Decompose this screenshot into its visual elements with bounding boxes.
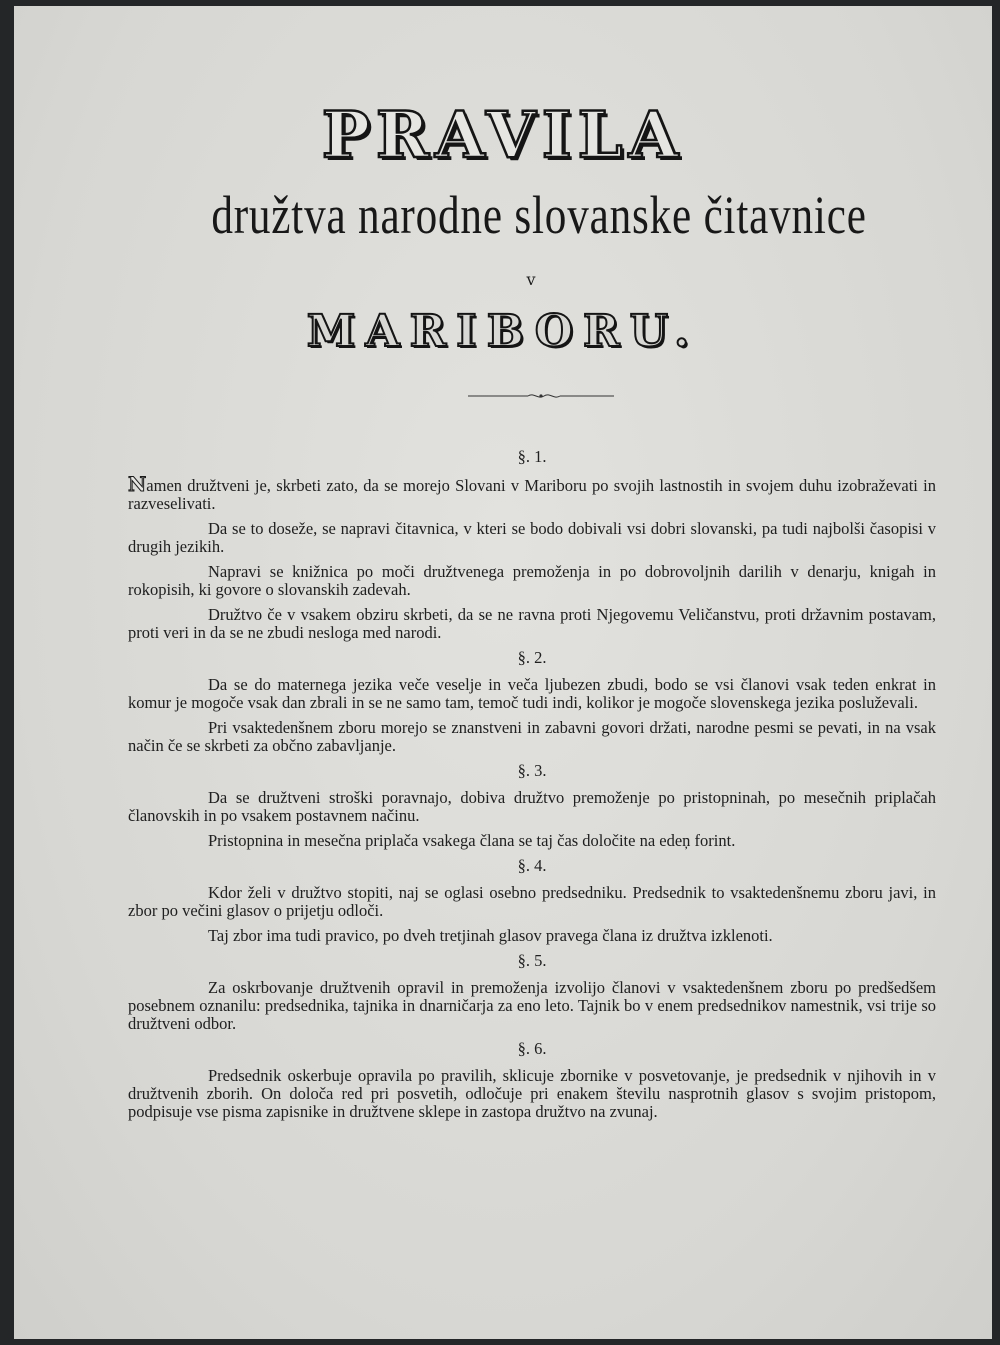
paragraph: Pristopnina in mesečna priplača vsakega člana se taj čas določite na edeņ forint. — [208, 831, 736, 850]
paragraph: Napravi se knižnica po moči družtvenega premoženja in po dobrovoljnih darilih v denarju, knigah in rokopisih, ki govore o slovanskih zadevah. — [128, 562, 936, 599]
document-preposition: v — [526, 270, 536, 289]
paragraph — [128, 472, 936, 513]
decorative-divider-icon — [468, 392, 614, 400]
paragraph-text: amen družtveni je, skrbeti zato, da se morejo Slovani v Mariboru po svojih lastnostih in svojem duhu izobraževati in razveselivati. — [128, 476, 936, 513]
document-city: MARIBORU. — [306, 306, 700, 357]
paragraph: Kdor želi v družtvo stopiti, naj se oglasi osebno predsedniku. Predsednik to vsaktedenšnemu zboru javi, in zbor po večini glasov o prijetju odloči. — [128, 883, 936, 920]
document-title: PRAVILA — [321, 98, 685, 173]
paragraph: Pri vsaktedenšnem zboru morejo se znanstveni in zabavni govori držati, narodne pesmi se pevati, in na vsak način če se skrbeti za občno zabavljanje. — [128, 718, 936, 755]
section-heading: §. 4. — [517, 856, 547, 875]
paragraph: Predsednik oskerbuje opravila po pravilih, sklicuje zbornike v posvetovanje, je predsednik v njihovih in v družtvenih zborih. On določa red pri posvetih, odločuje pri enakem številu nasprotnih glasov s svojim pristopom, podpisuje vse pisma zapisnike in družtvene sklepe in zastopa družtvo na zvunaj. — [128, 1066, 936, 1121]
paragraph: Družtvo če v vsakem obziru skrbeti, da se ne ravna proti Njegovemu Veličanstvu, proti državnim postavam, proti veri in da se ne zbudi nesloga med narodi. — [128, 605, 936, 642]
document-subtitle: družtva narodne slovanske čitavnice — [211, 185, 867, 245]
section-heading: §. 1. — [517, 447, 547, 466]
section-heading: §. 3. — [517, 761, 547, 780]
paragraph: Za oskrbovanje družtvenih opravil in premoženja izvolijo članovi v vsaktedenšnem zboru po predšedšem posebnem oznanilu: predsednika, tajnika in dnarničarja za eno leto. Tajnik bo v enem predsednikov namestnik, vsi trije so družtveni odbor. — [128, 978, 936, 1033]
paragraph: Taj zbor ima tudi pravico, po dveh tretjinah glasov pravega člana iz družtva izklenoti. — [208, 926, 773, 945]
drop-cap: N — [128, 472, 147, 496]
document-body — [128, 446, 936, 1128]
section-heading: §. 5. — [517, 951, 547, 970]
paragraph: Da se to doseže, se napravi čitavnica, v kteri se bodo dobivali vsi dobri slovanski, pa tudi najbolši časopisi v drugih jezikih. — [128, 519, 936, 556]
paragraph: Da se do maternega jezika veče veselje in veča ljubezen zbudi, bodo se vsi članovi vsak teden enkrat in komur je mogoče vsak dan zbrali in se ne samo tam, temoč tudi indi, kolikor je mogoče slovenskega jezika posluževali. — [128, 675, 936, 712]
document-page — [14, 6, 992, 1339]
section-heading: §. 2. — [517, 648, 547, 667]
paragraph: Da se družtveni stroški poravnajo, dobiva družtvo premoženje po pristopninah, po mesečnih priplačah članovskih in po vsakem postavnem načinu. — [128, 788, 936, 825]
section-heading: §. 6. — [517, 1039, 547, 1058]
